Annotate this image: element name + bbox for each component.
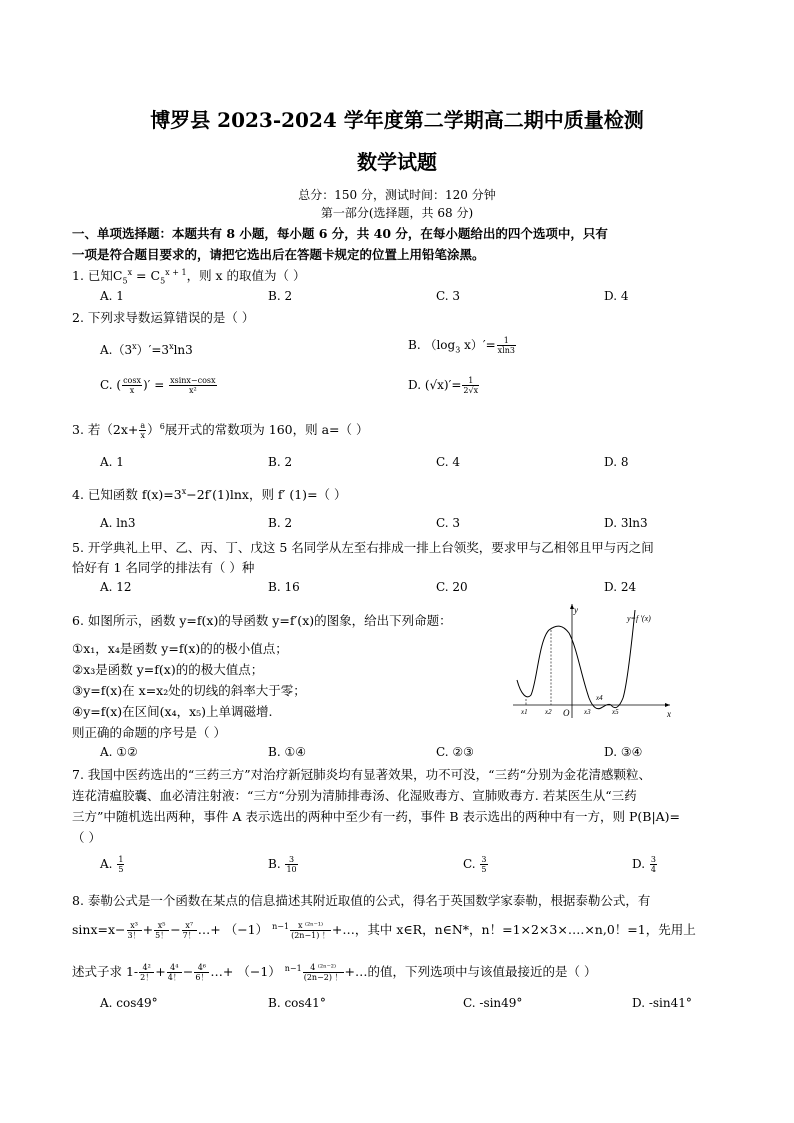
q4-option-c[interactable]: C. 3 <box>436 516 461 530</box>
q6-option-b[interactable]: B. ①④ <box>268 745 306 759</box>
section-instruction-1: 一、单项选择题：本题共有 8 小题，每小题 6 分，共 40 分，在每小题给出的四个选项中，只有 <box>72 226 608 241</box>
q5-option-c[interactable]: C. 20 <box>436 580 468 594</box>
q4-option-b[interactable]: B. 2 <box>268 516 293 530</box>
q2-option-a[interactable]: $A.(3^x)'=3^x\ln 3$ <box>100 342 193 357</box>
x-axis-label: x <box>667 709 671 719</box>
q6-statement-2: ②x₃是函数 y=f(x)的的极大值点； <box>72 662 264 677</box>
origin-label: O <box>563 708 570 718</box>
q3-option-d[interactable]: D. 8 <box>604 455 629 469</box>
q6-stem: 6. 如图所示，函数 y=f(x)的导函数 y=f′(x)的图象，给出下列命题： <box>72 613 452 628</box>
page-title: 博罗县 2023-2024 学年度第二学期高二期中质量检测 <box>150 108 644 132</box>
q7-stem-line1: 7. 我国中医药选出的“三药三方”对治疗新冠肺炎均有显著效果，功不可没，“三药“分别为金花清感颗粒、 <box>72 767 651 782</box>
q3-stem: 3. 若（2x+ $\frac{a}{x}$ ）$^6$展开式的常数项为 160，则 a=（ ） <box>72 421 369 440</box>
exam-meta: 总分：150 分，测试时间：120 分钟 <box>298 188 496 202</box>
q8-option-c[interactable]: C. -sin49° <box>463 996 523 1010</box>
q8-option-b[interactable]: B. cos41° <box>268 996 326 1010</box>
q7-option-a[interactable]: A. $\frac{1}{5}$ <box>100 855 124 874</box>
q6-option-c[interactable]: C. ②③ <box>436 745 474 759</box>
q8-sum-series: 述式子求 1- $\frac{\text{4²}}{2!}$ + $\frac{\text{4⁴}}{4!}$ − $\frac{\text{4⁶}}{6!}$ …+ （−1） $^{n-1}$ $\frac{\text{4 ⁽²ⁿ⁻²⁾}}{(2n-2) !}$ +…的值，下列选项中与该值最接近的是（ ） <box>72 963 597 982</box>
q4-option-a[interactable]: A. ln3 <box>100 516 136 530</box>
q7-option-b[interactable]: B. $\frac{3}{10}$ <box>268 855 297 874</box>
point-x4-label: x4 <box>596 694 603 702</box>
q3-option-c[interactable]: C. 4 <box>436 455 461 469</box>
q4-stem: 4. 已知函数 $f(x)=3^x-2f'(1)\ln x$，则 f′ (1)=（ ） <box>72 486 347 502</box>
derivative-graph <box>505 600 675 722</box>
q3-option-a[interactable]: A. 1 <box>100 455 124 469</box>
q1-stem: 1. 已知$C_5^x = C_5^{x + 1}$，则 x 的取值为（ ） <box>72 267 306 286</box>
tick-x3: x3 <box>584 708 591 716</box>
y-axis-label: y <box>574 605 578 615</box>
x-axis-arrow <box>665 703 670 707</box>
derivative-curve <box>517 610 635 709</box>
q8-option-d[interactable]: D. -sin41° <box>632 996 692 1010</box>
q2-option-b[interactable]: B. （$\log_3$ x）′= $\frac{1}{xln3}$ <box>408 336 515 355</box>
page-subtitle: 数学试题 <box>357 150 437 174</box>
q7-option-d[interactable]: D. $\frac{3}{4}$ <box>632 855 656 874</box>
q5-stem-line1: 5. 开学典礼上甲、乙、丙、丁、戊这 5 名同学从左至右排成一排上台领奖，要求甲与乙相邻且甲与丙之间 <box>72 540 654 555</box>
curve-label: y=f ′(x) <box>627 614 651 623</box>
q2-option-d[interactable]: D. (√x)′= $\frac{1}{2√x}$ <box>408 376 479 395</box>
q1-option-b[interactable]: B. 2 <box>268 289 293 303</box>
q7-stem-line2: 连花清瘟胶囊、血必清注射液：“三方“分别为清肺排毒汤、化湿败毒方、宣肺败毒方. 若某医生从“三药 <box>72 788 637 803</box>
tick-x1: x1 <box>521 708 528 716</box>
q6-statement-4: ④y=f(x)在区间(x₄，x₅)上单调磁增. <box>72 704 273 719</box>
part-heading: 第一部分(选择题，共 68 分) <box>320 206 474 220</box>
q1-option-c[interactable]: C. 3 <box>436 289 461 303</box>
q6-statement-3: ③y=f(x)在 x=x₂处的切线的斜率大于零； <box>72 683 306 698</box>
q4-option-d[interactable]: D. 3ln3 <box>604 516 648 530</box>
q2-option-c[interactable]: C. ( $\frac{\cos x}{x}$ )′ = $\frac{xsinx-\cos x}{\text{x²}}$ <box>100 376 216 395</box>
q6-closing: 则正确的命题的序号是（ ） <box>72 725 226 740</box>
q1-option-a[interactable]: A. 1 <box>100 289 124 303</box>
tick-x5: x5 <box>612 708 619 716</box>
q7-stem-line4: （ ） <box>72 830 101 845</box>
q5-stem-line2: 恰好有 1 名同学的排法有（ ）种 <box>72 560 255 575</box>
q6-option-a[interactable]: A. ①② <box>100 745 138 759</box>
q5-option-a[interactable]: A. 12 <box>100 580 132 594</box>
section-instruction-2: 一项是符合题目要求的，请把它选出后在答题卡规定的位置上用铅笔涂黑。 <box>72 247 485 262</box>
q6-option-d[interactable]: D. ③④ <box>604 745 643 759</box>
q2-stem: 2. 下列求导数运算错误的是（ ） <box>72 310 255 325</box>
q8-stem-line1: 8. 泰勒公式是一个函数在某点的信息描述其附近取值的公式，得名于英国数学家泰勒，根据泰勒公式，有 <box>72 893 651 908</box>
q6-statement-1: ①x₁，x₄是函数 y=f(x)的的极小值点； <box>72 641 288 656</box>
tick-x2: x2 <box>545 708 552 716</box>
q8-sin-series: sinx=x− $\frac{\text{x³}}{3!}$ + $\frac{\text{x⁵}}{5!}$ − $\frac{\text{x⁷}}{7!}$ …+ （−1） $^{n-1}$ $\frac{\text{x ⁽²ⁿ⁻¹⁾}}{(2n-1) !}$ +…，其中 x∈R，n∈N*，n！=1×2×3×….×n,0！=1，先用上 <box>72 921 696 940</box>
q1-option-d[interactable]: D. 4 <box>604 289 629 303</box>
q3-option-b[interactable]: B. 2 <box>268 455 293 469</box>
q8-option-a[interactable]: A. cos49° <box>100 996 158 1010</box>
q5-option-d[interactable]: D. 24 <box>604 580 637 594</box>
q5-option-b[interactable]: B. 16 <box>268 580 300 594</box>
q7-stem-line3: 三方”中随机选出两种，事件 A 表示选出的两种中至少有一药，事件 B 表示选出的两种中有一方，则 P(B|A)= <box>72 809 681 824</box>
q7-option-c[interactable]: C. $\frac{3}{5}$ <box>463 855 487 874</box>
